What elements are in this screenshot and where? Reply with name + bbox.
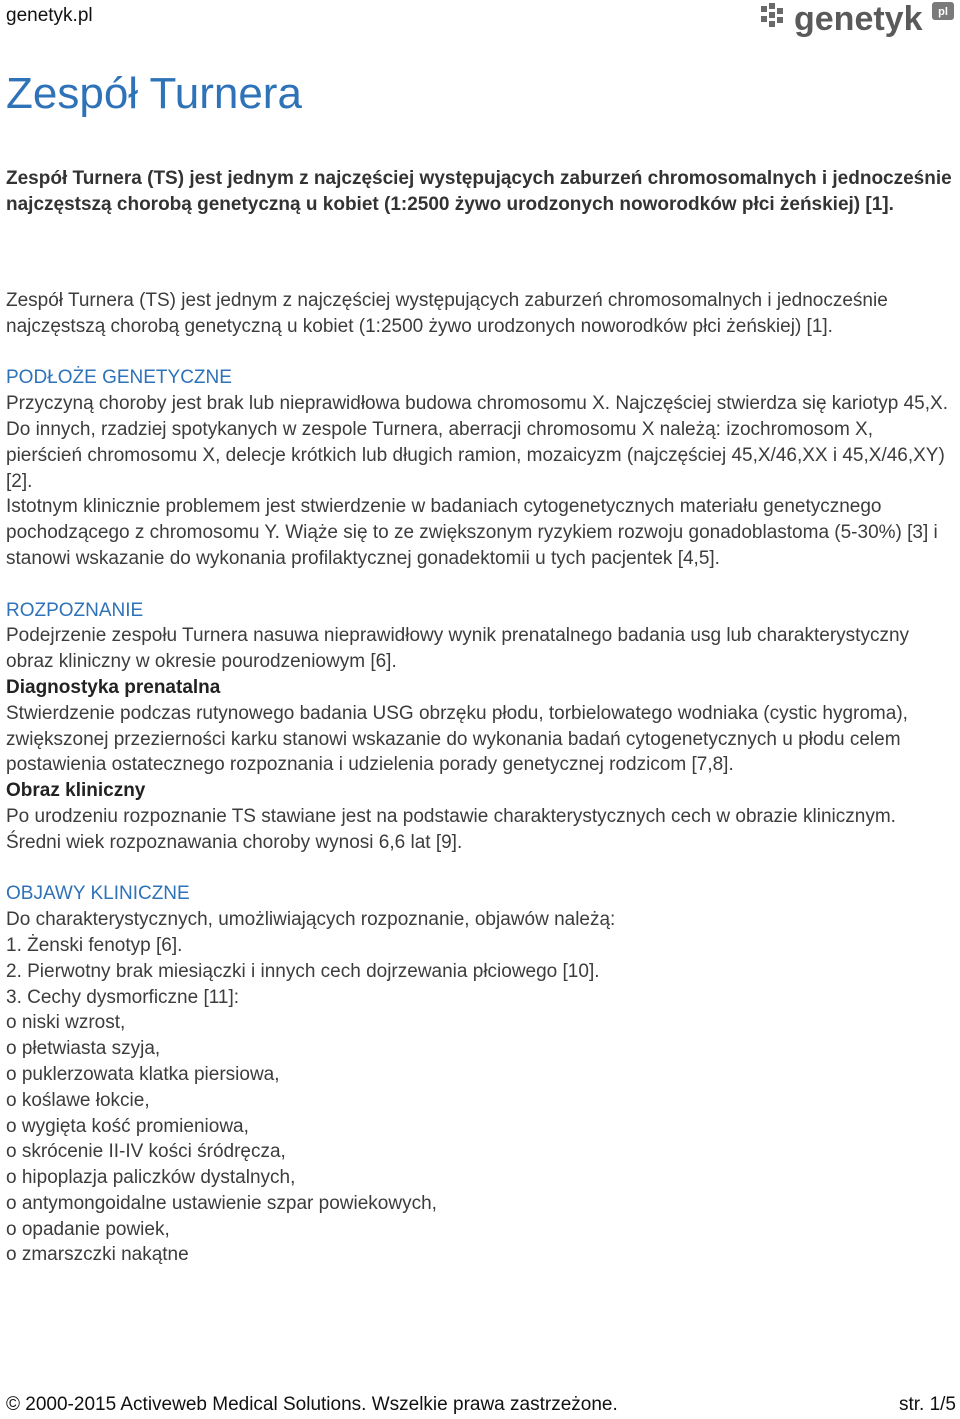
list-item: o zmarszczki nakątne (6, 1244, 189, 1266)
page-title: Zespół Turnera (6, 69, 302, 118)
subheading-clinical: Obraz kliniczny (6, 780, 146, 802)
list-item: o opadanie powiek, (6, 1218, 170, 1240)
genetics-paragraph-2: Istotnym klinicznie problemem jest stwierdzenie w badaniach cytogenetycznych materiału genetycznego pochodzącego z chromosomu Y. Wiąże się to ze zwiększonym ryzykiem rozwoju gonadoblastoma (5-30%) [3] i stanowi wskazanie do wykonania profilaktycznej gonadektomii u tych pacjentek [4,5]. (6, 496, 938, 569)
list-item: 2. Pierwotny brak miesiączki i innych cech dojrzewania płciowego [10]. (6, 960, 600, 982)
list-item: o hipoplazja paliczków dystalnych, (6, 1167, 296, 1189)
list-item: 1. Żenski fenotyp [6]. (6, 934, 183, 956)
lead-paragraph: Zespół Turnera (TS) jest jednym z najczęściej występujących zaburzeń chromosomalnych i jednocześnie najczęstszą chorobą genetyczną u kobiet (1:2500 żywo urodzonych noworodków płci żeńskiej) [1]. (6, 168, 952, 215)
logo-text: genetyk (794, 0, 923, 38)
section-heading-symptoms: OBJAWY KLINICZNE (6, 883, 190, 905)
genetics-paragraph-1: Przyczyną choroby jest brak lub nieprawidłowa budowa chromosomu X. Najczęściej stwierdza się kariotyp 45,X. Do innych, rzadziej spotykanych w zespole Turnera, aberracji chromosomu X należą: izochromosom X, pierścień chromosomu X, delecje krótkich lub długich ramion, mozaicyzm (najczęściej 45,X/46,XX i 45,X/46,XY) [2]. (6, 393, 948, 492)
list-item: 3. Cechy dysmorficzne [11]: (6, 986, 240, 1008)
symptoms-list (6, 933, 954, 1268)
prenatal-paragraph: Stwierdzenie podczas rutynowego badania USG obrzęku płodu, torbielowatego wodniaka (cystic hygroma), zwiększonej przezierności karku stanowi wskazanie do wykonania badań cytogenetycznych u płodu celem postawienia ostatecznego rozpoznania i udzielenia porady genetycznej rodzicom [7,8]. (6, 702, 908, 776)
symptoms-intro: Do charakterystycznych, umożliwiających rozpoznanie, objawów należą: (6, 909, 616, 931)
list-item: o puklerzowata klatka piersiowa, (6, 1063, 280, 1085)
section-heading-diagnosis: ROZPOZNANIE (6, 599, 144, 621)
diagnosis-paragraph: Podejrzenie zespołu Turnera nasuwa nieprawidłowy wynik prenatalnego badania usg lub charakterystyczny obraz kliniczny w okresie pourodzeniowym [6]. (6, 625, 910, 673)
logo-dots-icon (761, 3, 783, 27)
list-item: o płetwiasta szyja, (6, 1038, 161, 1060)
genetyk-logo (756, 0, 956, 42)
section-heading-genetics: PODŁOŻE GENETYCZNE (6, 367, 232, 389)
list-item: o skrócenie II-IV kości śródręcza, (6, 1141, 286, 1163)
list-item: o antymongoidalne ustawienie szpar powiekowych, (6, 1192, 437, 1214)
copyright-text: © 2000-2015 Activeweb Medical Solutions. Wszelkie prawa zastrzeżone. (6, 1394, 618, 1415)
site-name: genetyk.pl (6, 5, 93, 26)
list-item: o niski wzrost, (6, 1012, 126, 1034)
subheading-prenatal: Diagnostyka prenatalna (6, 676, 221, 698)
intro-paragraph: Zespół Turnera (TS) jest jednym z najczęściej występujących zaburzeń chromosomalnych i jednocześnie najczęstszą chorobą genetyczną u kobiet (1:2500 żywo urodzonych noworodków płci żeńskiej) [1]. (6, 290, 888, 337)
logo-badge-text: pl (938, 6, 948, 18)
page-number: str. 1/5 (898, 1394, 956, 1415)
list-item: o koślawe łokcie, (6, 1089, 150, 1111)
page-footer (6, 1394, 956, 1416)
list-item: o wygięta kość promieniowa, (6, 1115, 249, 1137)
clinical-paragraph: Po urodzeniu rozpoznanie TS stawiane jest na podstawie charakterystycznych cech w obrazie klinicznym. Średni wiek rozpoznawania choroby wynosi 6,6 lat [9]. (6, 805, 896, 853)
article-body (6, 288, 954, 1268)
